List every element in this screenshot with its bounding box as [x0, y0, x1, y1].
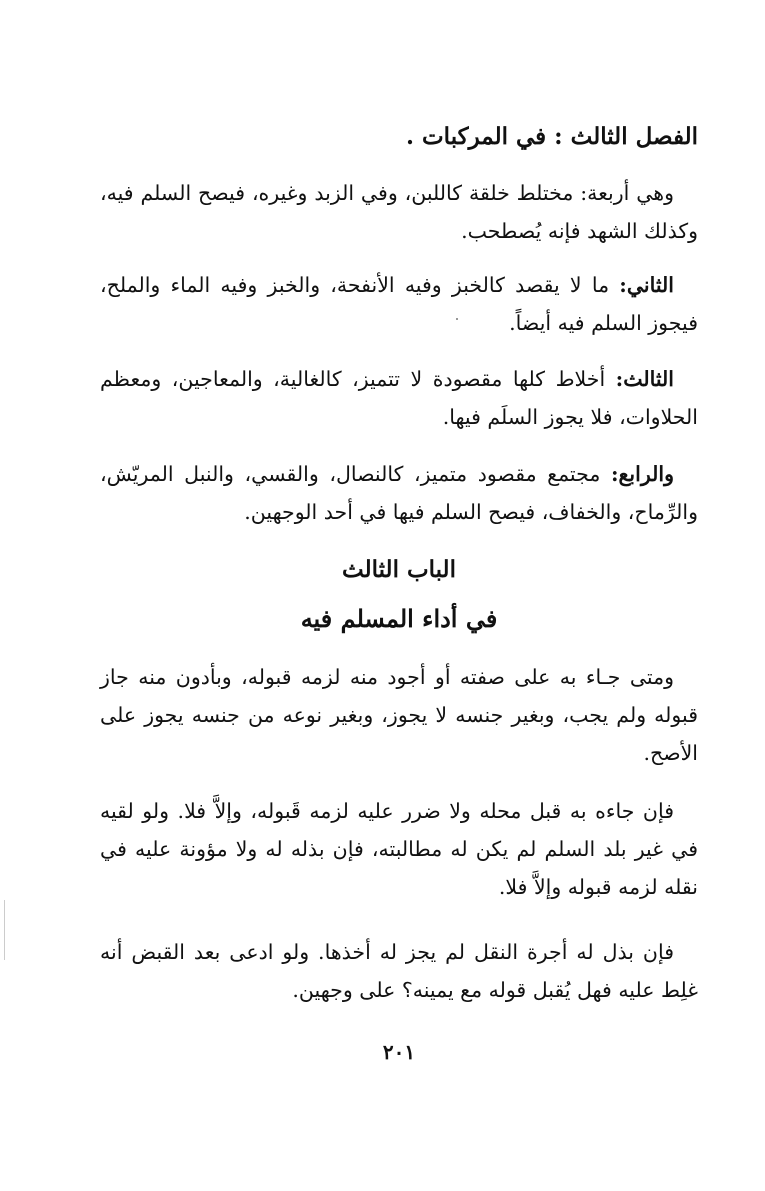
- scan-speck: [456, 318, 458, 320]
- paragraph-1: [100, 174, 698, 250]
- paragraph-3-text: أخلاط كلها مقصودة لا تتميز، كالغالية، والمعاجين، ومعظم الحلاوات، فلا يجوز السلَم فيها.: [100, 367, 698, 429]
- paragraph-2-text: ما لا يقصد كالخبز وفيه الأنفحة، والخبز وفيه الماء والملح، فيجوز السلم فيه أيضاً.: [100, 273, 698, 335]
- paragraph-3-lead: الثالث:: [615, 367, 674, 391]
- paragraph-3: [100, 360, 698, 436]
- paragraph-4: [100, 455, 698, 531]
- chapter-paragraph-1: ومتى جـاء به على صفته أو أجود منه لزمه قبوله، وبأدون منه جاز قبوله ولم يجب، وبغير جنسه لا يجوز، وبغير نوعه من جنسه يجوز على الأصح.: [100, 665, 698, 765]
- paragraph-1-text: وهي أربعة: مختلط خلقة كاللبن، وفي الزبد وغيره، فيصح السلم فيه، وكذلك الشهد فإنه يُصطحب.: [100, 181, 698, 243]
- chapter-title: الباب الثالث: [342, 556, 456, 583]
- paragraph-2: [100, 266, 698, 342]
- paragraph-4-text: مجتمع مقصود متميز، كالنصال، والقسي، والنبل المريّش، والرِّماح، والخفاف، فيصح السلم فيها في أحد الوجهين.: [100, 462, 698, 524]
- scan-edge-line: [4, 900, 5, 960]
- section-title: الفصل الثالث : في المركبات .: [406, 123, 698, 150]
- paragraph-4-lead: والرابع:: [610, 462, 674, 486]
- chapter-paragraph-3: فإن بذل له أجرة النقل لم يجز له أخذها. ولو ادعى بعد القبض أنه غلِط عليه فهل يُقبل قوله مع يمينه؟ على وجهين.: [100, 940, 698, 1002]
- page-number: ٢٠١: [382, 1040, 416, 1064]
- chapter-paragraph-2: فإن جاءه به قبل محله ولا ضرر عليه لزمه قَبوله، وإلاَّ فلا. ولو لقيه في غير بلد السلم لم يكن له مطالبته، فإن بذله له ولا مؤونة عليه في نقله لزمه قبوله وإلاَّ فلا.: [100, 799, 698, 899]
- chapter-subtitle: في أداء المسلم فيه: [300, 604, 498, 633]
- paragraph-2-lead: الثاني:: [619, 273, 674, 297]
